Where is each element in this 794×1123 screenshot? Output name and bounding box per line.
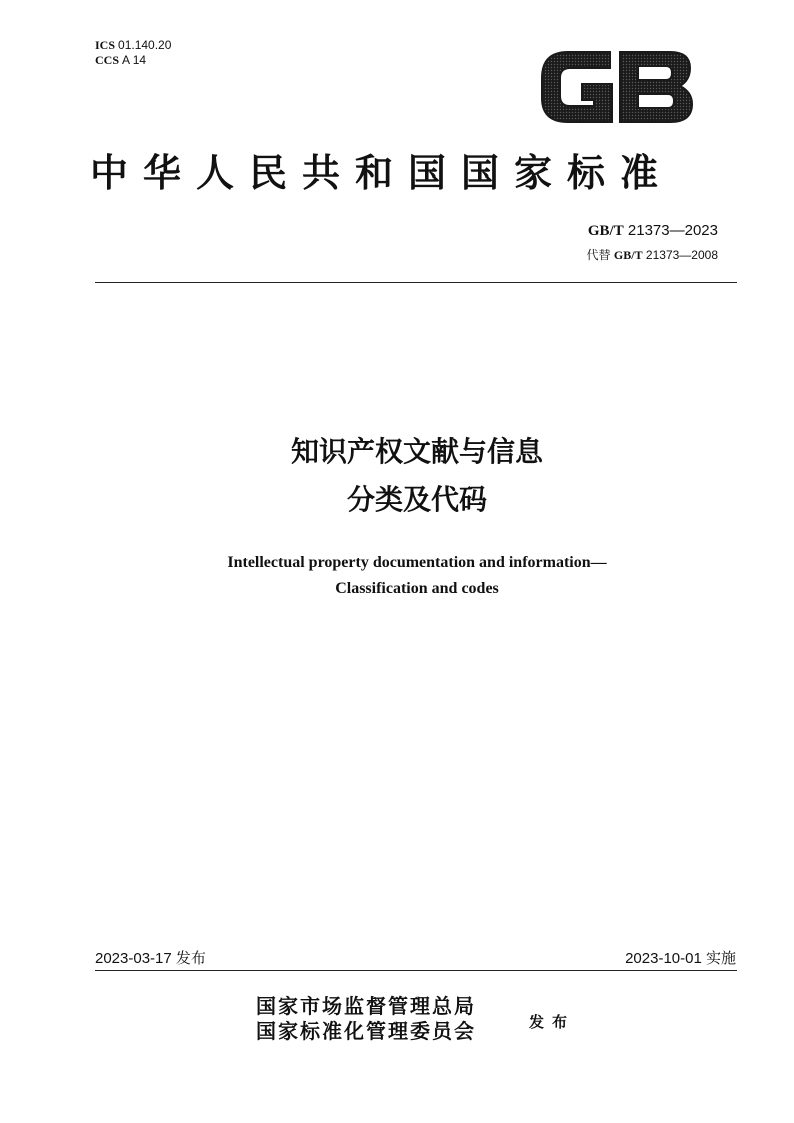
replaces-standard: [587, 246, 718, 263]
gb-logo: [538, 48, 696, 126]
ics-code: [95, 38, 171, 53]
standard-prefix: GB/T: [587, 223, 624, 239]
bottom-divider: [95, 970, 737, 971]
issuing-authorities: [256, 994, 476, 1044]
ccs-code: [95, 53, 171, 68]
document-heading: 中华人民共和国国家标准: [90, 150, 674, 195]
title-cn-line2: 分类及代码: [346, 483, 487, 516]
issue-label: 发布: [529, 1013, 576, 1031]
title-en-line2: Classification and codes: [335, 580, 499, 597]
issuer-line1: 国家市场监督管理总局: [256, 994, 476, 1018]
replaces-code: 21373—2008: [645, 248, 718, 262]
replaces-prefix: GB/T: [613, 248, 643, 262]
publish-date: 2023-03-17 发布: [95, 950, 206, 967]
standard-code: 21373—2023: [627, 222, 718, 239]
replaces-label: 代替: [586, 248, 611, 262]
issuer-line2: 国家标准化管理委员会: [256, 1019, 476, 1043]
implement-date: 2023-10-01 实施: [625, 950, 736, 967]
ics-label: ICS: [95, 38, 116, 52]
top-divider: [95, 282, 737, 283]
title-en-line1: Intellectual property documentation and information—: [227, 554, 607, 571]
classification-codes: [95, 38, 171, 68]
ccs-value: A 14: [122, 53, 147, 67]
title-cn-line1: 知识产权文献与信息: [290, 435, 543, 468]
standard-number: [588, 222, 718, 240]
ccs-label: CCS: [95, 53, 120, 67]
ics-value: 01.140.20: [118, 38, 172, 52]
